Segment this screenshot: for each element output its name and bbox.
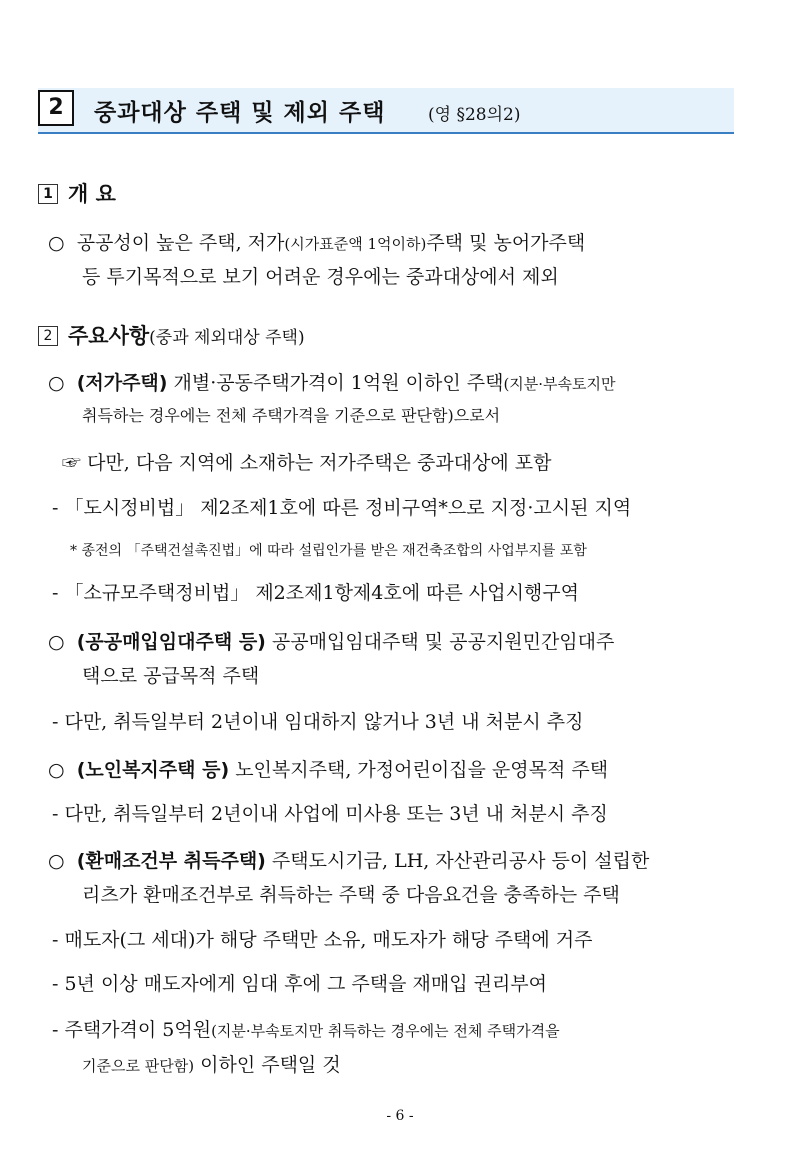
text: 주택도시기금, LH, 자산관리공사 등이 설립한 — [271, 850, 650, 872]
bullet: ○ — [48, 850, 65, 872]
subsection-2-number: 2 — [38, 326, 58, 346]
text: 공공매입임대주택 및 공공지원민간임대주 — [271, 631, 615, 653]
item-repurchase-dash-3-cont — [82, 1050, 341, 1077]
text: 주택 및 농어가주택 — [426, 232, 586, 254]
page-number: - 6 - — [386, 1108, 414, 1124]
bullet: ○ — [48, 372, 65, 394]
section-title: 중과대상 주택 및 제외 주택 — [94, 100, 386, 126]
bullet: ○ — [48, 232, 65, 254]
item-public-rental-line-2: 택으로 공급목적 주택 — [82, 665, 260, 687]
item-elderly-line-1 — [48, 755, 608, 782]
item-repurchase-line-1 — [48, 846, 649, 873]
item-repurchase-dash-3 — [52, 1015, 560, 1042]
item-elderly-dash-1: - 다만, 취득일부터 2년이내 사업에 미사용 또는 3년 내 처분시 추징 — [52, 803, 608, 825]
text: - 주택가격이 5억원 — [52, 1019, 212, 1041]
item-label: (노인복지주택 등) — [76, 759, 230, 781]
item-low-price-line-1 — [48, 368, 616, 395]
section-number-box: 2 — [38, 90, 74, 126]
item-label: (저가주택) — [76, 372, 168, 394]
small-text: 기준으로 판단함) — [82, 1057, 195, 1075]
subsection-1-title: 개 요 — [68, 182, 116, 206]
pointing-hand-icon: ☞ — [62, 452, 82, 474]
item-low-price-dash-1: - 「도시정비법」 제2조제1호에 따른 정비구역*으로 지정·고시된 지역 — [52, 497, 632, 519]
bullet: ○ — [48, 759, 65, 781]
text: 노인복지주택, 가정어린이집을 운영목적 주택 — [235, 759, 609, 781]
text: 공공성이 높은 주택, 저가 — [76, 232, 285, 254]
item-low-price-line-2: 취득하는 경우에는 전체 주택가격을 기준으로 판단함)으로서 — [82, 406, 501, 425]
subsection-2-heading — [38, 320, 305, 350]
text: 다만, 다음 지역에 소재하는 저가주택은 중과대상에 포함 — [87, 452, 552, 474]
small-text: (시가표준액 1억이하) — [284, 235, 427, 253]
text: 이하인 주택일 것 — [200, 1054, 341, 1076]
subsection-2-subtitle: (중과 제외대상 주택) — [149, 328, 305, 348]
item-label: (환매조건부 취득주택) — [76, 850, 266, 872]
overview-line-2: 등 투기목적으로 보기 어려운 경우에는 중과대상에서 제외 — [82, 266, 559, 288]
item-public-rental-line-1 — [48, 627, 614, 654]
item-low-price-note — [62, 448, 551, 475]
subsection-2-title: 주요사항 — [68, 324, 150, 348]
subsection-1-number: 1 — [38, 184, 58, 204]
bullet: ○ — [48, 631, 65, 653]
text: 개별·공동주택가격이 1억원 이하인 주택 — [173, 372, 504, 394]
section-header — [38, 88, 734, 134]
small-text: (지분·부속토지만 — [503, 375, 616, 393]
overview-line-1 — [48, 228, 585, 255]
item-repurchase-dash-2: - 5년 이상 매도자에게 임대 후에 그 주택을 재매입 권리부여 — [52, 973, 548, 995]
section-reference: (영 §28의2) — [428, 105, 521, 125]
item-repurchase-dash-1: - 매도자(그 세대)가 해당 주택만 소유, 매도자가 해당 주택에 거주 — [52, 929, 593, 951]
small-text: (지분·부속토지만 취득하는 경우에는 전체 주택가격을 — [211, 1022, 560, 1040]
subsection-1-heading — [38, 178, 116, 208]
item-label: (공공매입임대주택 등) — [76, 631, 266, 653]
item-public-rental-dash-1: - 다만, 취득일부터 2년이내 임대하지 않거나 3년 내 처분시 추징 — [52, 711, 584, 733]
item-low-price-footnote: * 종전의 「주택건설촉진법」에 따라 설립인가를 받은 재건축조합의 사업부지를 포함 — [70, 543, 587, 559]
item-low-price-dash-2: - 「소규모주택정비법」 제2조제1항제4호에 따른 사업시행구역 — [52, 582, 579, 604]
item-repurchase-line-2: 리츠가 환매조건부로 취득하는 주택 중 다음요건을 충족하는 주택 — [82, 884, 620, 906]
